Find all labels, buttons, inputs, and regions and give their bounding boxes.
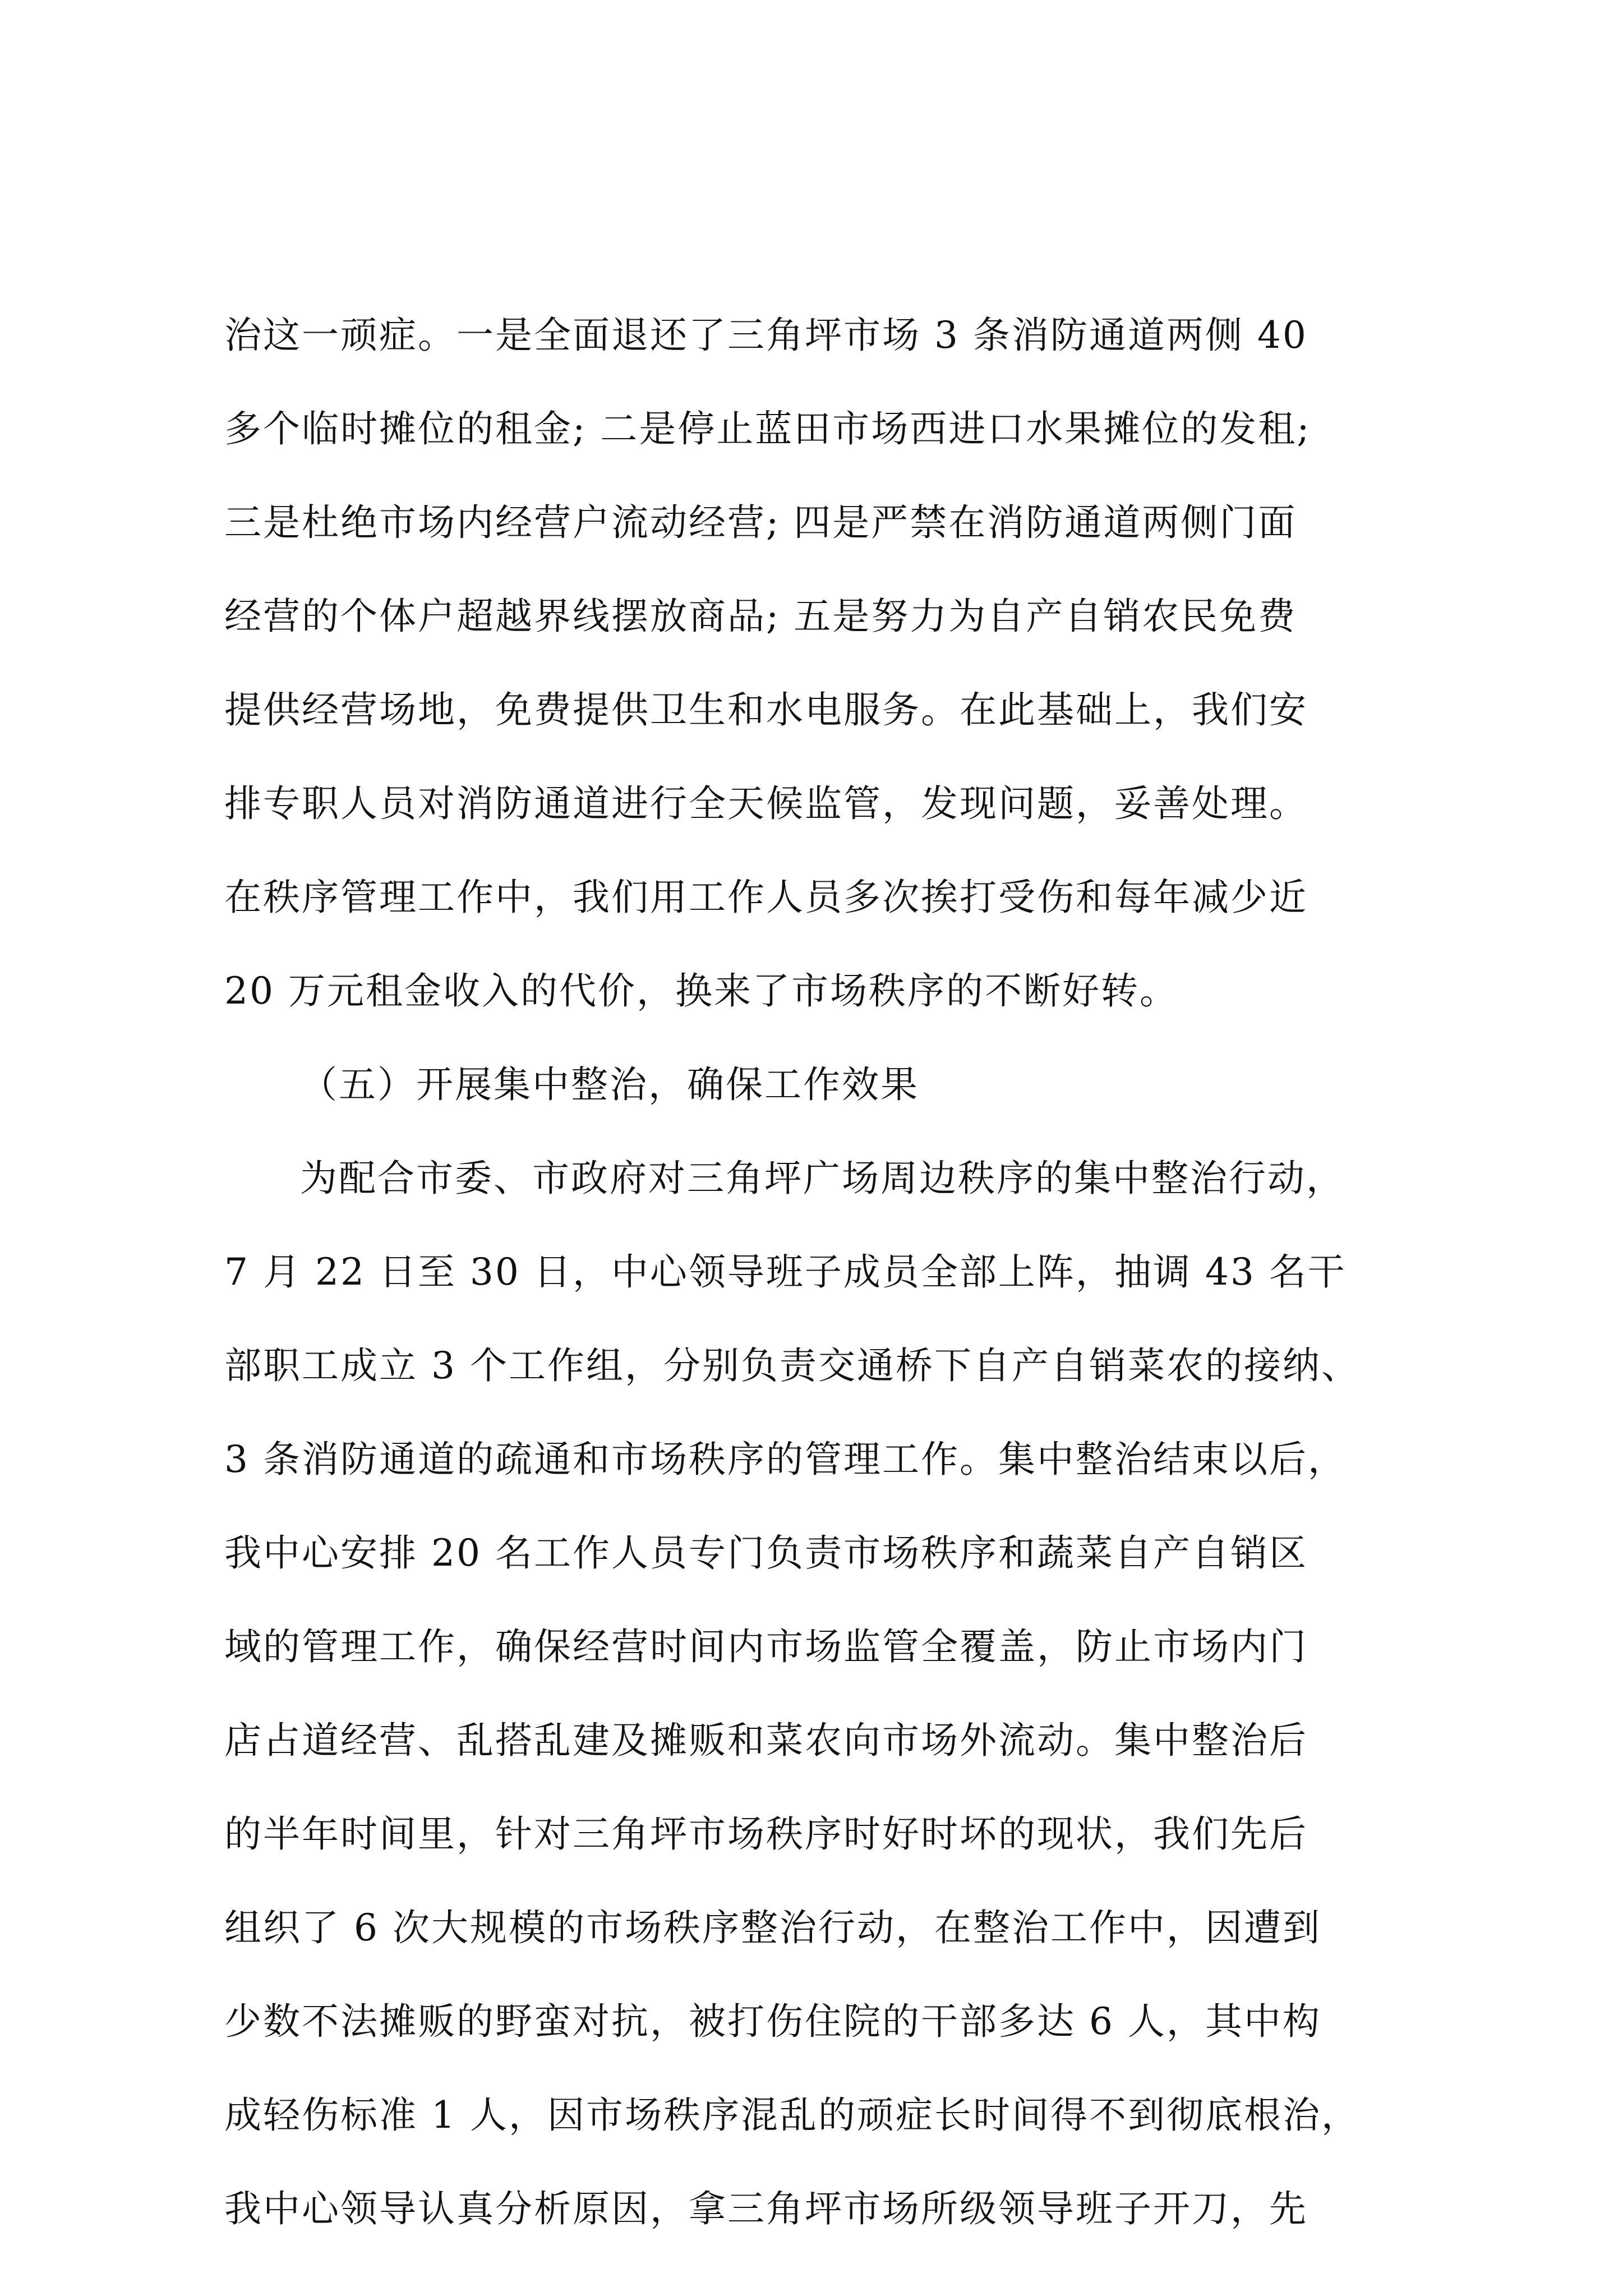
body-text-line: 经营的个体户超越界线摆放商品; 五是努力为自产自销农民免费 bbox=[224, 595, 1297, 638]
body-text-line: 的半年时间里，针对三角坪市场秩序时好时坏的现状，我们先后 bbox=[224, 1812, 1308, 1856]
body-text-line: 部职工成立 3 个工作组，分别负责交通桥下自产自销菜农的接纳、 bbox=[224, 1344, 1360, 1387]
body-text-line: 20 万元租金收入的代价，换来了市场秩序的不断好转。 bbox=[224, 969, 1178, 1013]
body-text-line: 3 条消防通道的疏通和市场秩序的管理工作。集中整治结束以后， bbox=[224, 1438, 1347, 1481]
body-text-line: 多个临时摊位的租金; 二是停止蓝田市场西进口水果摊位的发租; bbox=[224, 407, 1311, 450]
body-text-line: 治这一顽症。一是全面退还了三角坪市场 3 条消防通道两侧 40 bbox=[224, 314, 1308, 357]
body-text-line: 店占道经营、乱搭乱建及摊贩和菜农向市场外流动。集中整治后 bbox=[224, 1719, 1308, 1762]
paragraph-first-line: 为配合市委、市政府对三角坪广场周边秩序的集中整治行动， bbox=[300, 1157, 1345, 1200]
body-text-line: 7 月 22 日至 30 日，中心领导班子成员全部上阵，抽调 43 名干 bbox=[224, 1250, 1347, 1294]
body-text-line: 少数不法摊贩的野蛮对抗，被打伤住院的干部多达 6 人，其中构 bbox=[224, 2000, 1321, 2043]
body-text-line: 提供经营场地，免费提供卫生和水电服务。在此基础上，我们安 bbox=[224, 688, 1308, 731]
body-text-line: 三是杜绝市场内经营户流动经营; 四是严禁在消防通道两侧门面 bbox=[224, 501, 1297, 544]
body-text-line: 排专职人员对消防通道进行全天候监管，发现问题，妥善处理。 bbox=[224, 782, 1308, 825]
body-text-line: 成轻伤标准 1 人，因市场秩序混乱的顽症长时间得不到彻底根治， bbox=[224, 2093, 1360, 2137]
body-text-line: 组织了 6 次大规模的市场秩序整治行动，在整治工作中，因遭到 bbox=[224, 1906, 1321, 1949]
body-text-line: 域的管理工作，确保经营时间内市场监管全覆盖，防止市场内门 bbox=[224, 1625, 1308, 1668]
section-heading: （五）开展集中整治，确保工作效果 bbox=[300, 1063, 919, 1106]
body-text-line: 我中心领导认真分析原因，拿三角坪市场所级领导班子开刀，先 bbox=[224, 2187, 1308, 2230]
body-text-line: 我中心安排 20 名工作人员专门负责市场秩序和蔬菜自产自销区 bbox=[224, 1531, 1308, 1575]
body-text-line: 在秩序管理工作中，我们用工作人员多次挨打受伤和每年减少近 bbox=[224, 876, 1308, 919]
